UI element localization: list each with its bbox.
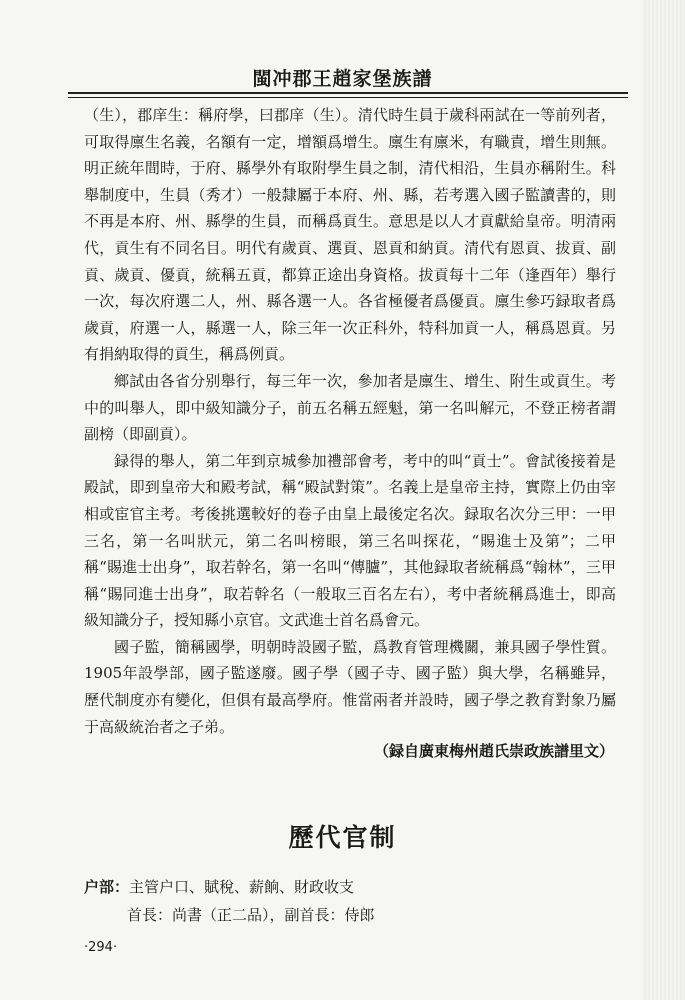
entry-label: 户部： [84, 878, 130, 896]
paragraph-3: 録得的舉人，第二年到京城參加禮部會考，考中的叫“貢士”。會試後接着是殿試，即到皇帝大和殿考試，稱“殿試對策”。名義上是皇帝主持，實際上仍由宰相或宦官主考。考後挑選較好的卷子由皇上最後定名次。録取名次分三甲：一甲三名，第一名叫狀元，第二名叫榜眼，第三名叫探花，“賜進士及第”；二甲稱“賜進士出身”，取若幹名，第一名叫“傳臚”，其他録取者統稱爲“翰林”，三甲稱“賜同進士出身”，取若幹名（一般取三百名左右），考中者統稱爲進士，即高級知識分子，授知縣小京官。文武進士首名爲會元。 [84, 451, 616, 630]
header-rule [68, 92, 628, 98]
body-text [84, 102, 616, 740]
section-title: 歷代官制 [288, 823, 397, 852]
scan-edge-shading [643, 0, 685, 1000]
page-number: ·294· [84, 940, 118, 955]
entry-text: 首長：尚書（正二品），副首長：侍郎 [127, 906, 375, 924]
entry-officials [127, 904, 375, 925]
entry-text: 主管户口、賦稅、薪餉、財政收支 [129, 878, 355, 896]
running-header-title: 閩冲郡王趙家堡族譜 [252, 68, 433, 90]
entry-hubu [84, 876, 354, 897]
paragraph-4: 國子監，簡稱國學，明朝時設國子監，爲教育管理機關，兼具國子學性質。1905年設學部，國子監遂廢。國子學（國子寺、國子監）與大學，名稱雖异，歷代制度亦有變化，但俱有最高學府。惟當兩者并設時，國子學之教育對象乃屬于高級統治者之子弟。 [84, 637, 616, 736]
paragraph-1: （生），郡庠生：稱府學，曰郡庠（生）。清代時生員于歲科兩試在一等前列者，可取得廪生名義，名額有一定，增額爲增生。廪生有廪米，有職責，增生則無。明正統年間時，于府、縣學外有取附學生員之制，清代相沿，生員亦稱附生。科舉制度中，生員（秀才）一般隸屬于本府、州、縣，若考選入國子監讀書的，則不再是本府、州、縣學的生員，而稱爲貢生。意思是以人才貢獻給皇帝。明清兩代，貢生有不同名目。明代有歲貢、選貢、恩貢和納貢。清代有恩貢、拔貢、副貢、歲貢、優貢，統稱五貢，都算正途出身資格。拔貢每十二年（逢酉年）舉行一次，每次府選二人，州、縣各選一人。各省極優者爲優貢。廪生參巧録取者爲歲貢，府選一人，縣選一人，除三年一次正科外，特科加貢一人，稱爲恩貢。另有捐納取得的貢生，稱爲例貢。 [84, 106, 616, 364]
source-citation: （録自廣東梅州趙氏崇政族譜里文） [373, 742, 614, 760]
paragraph-2: 鄉試由各省分别舉行，每三年一次，參加者是廪生、增生、附生或貢生。考中的叫舉人，即中級知識分子，前五名稱五經魁，第一名叫解元，不登正榜者謂副榜（即副貢）。 [84, 371, 616, 444]
